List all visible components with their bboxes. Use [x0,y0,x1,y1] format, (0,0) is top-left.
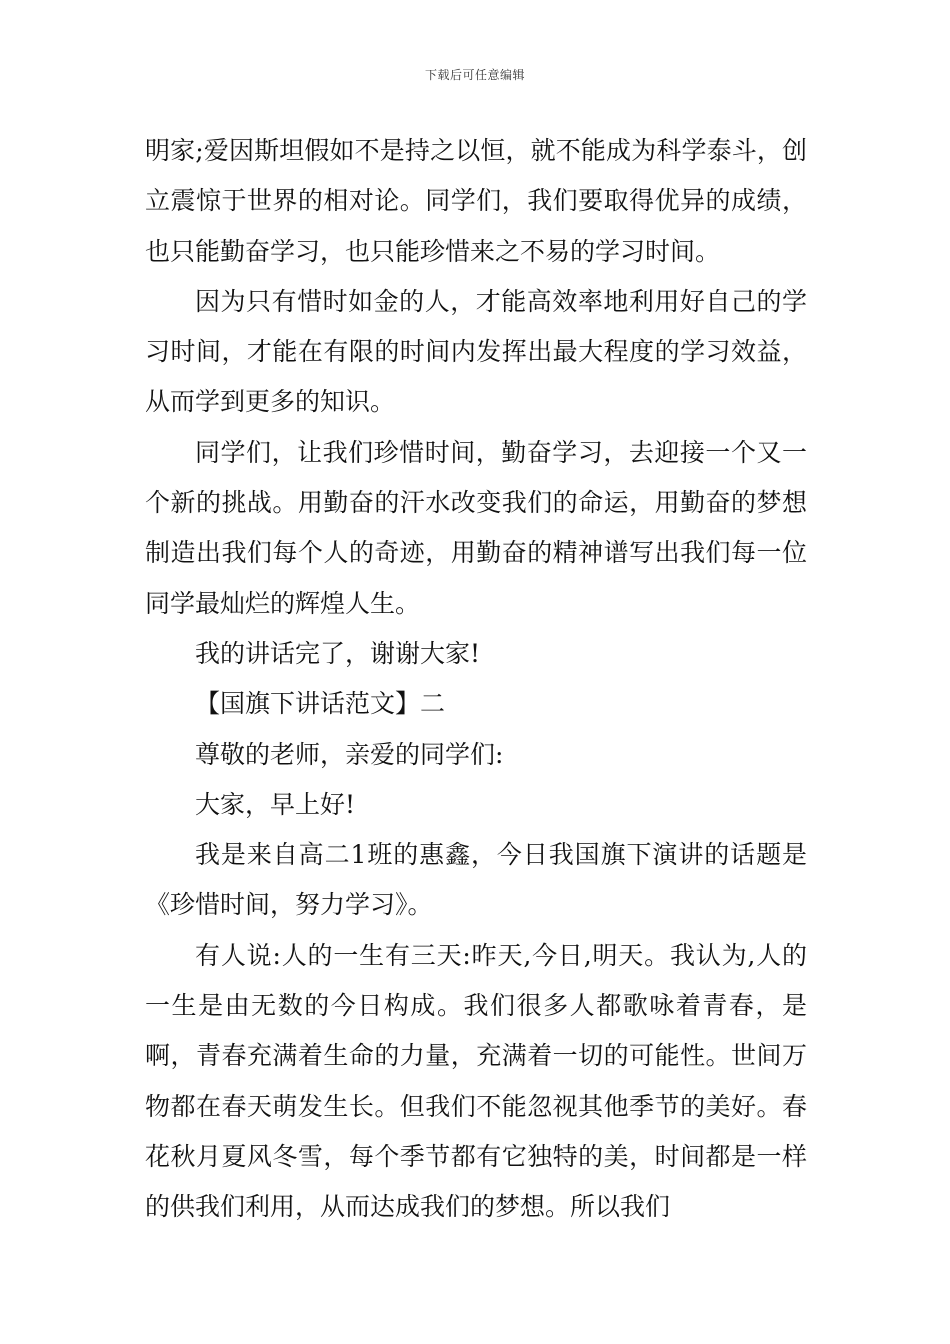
paragraph-8: 我是来自高二1班的惠鑫，今日我国旗下演讲的话题是《珍惜时间，努力学习》。 [145,840,807,920]
paragraph-3: 同学们，让我们珍惜时间，勤奋学习，去迎接一个又一个新的挑战。用勤奋的汗水改变我们的命运，用勤奋的梦想制造出我们每个人的奇迹，用勤奋的精神谱写出我们每一位同学最灿烂的辉煌人生。 [145,437,807,618]
page-header: 下载后可任意编辑 [424,68,525,82]
paragraph-2: 因为只有惜时如金的人，才能高效率地利用好自己的学习时间，才能在有限的时间内发挥出最大程度的学习效益，从而学到更多的知识。 [145,286,807,417]
paragraph-1: 明家;爱因斯坦假如不是持之以恒，就不能成为科学泰斗，创立震惊于世界的相对论。同学们，我们要取得优异的成绩，也只能勤奋学习，也只能珍惜来之不易的学习时间。 [145,136,807,266]
paragraph-4: 我的讲话完了，谢谢大家! [195,638,481,668]
paragraph-9: 有人说:人的一生有三天:昨天,今日,明天。我认为,人的一生是由无数的今日构成。我们很多人都歌咏着青春，是啊，青春充满着生命的力量，充满着一切的可能性。世间万物都在春天萌发生长。但我们不能忽视其他季节的美好。春花秋月夏风冬雪，每个季节都有它独特的美，时间都是一样的供我们利用，从而达成我们的梦想。所以我们 [145,940,807,1222]
document-body [145,126,807,1233]
greeting: 大家，早上好! [195,789,356,819]
section-heading: 【国旗下讲话范文】二 [195,689,446,719]
salutation: 尊敬的老师，亲爱的同学们: [195,739,504,769]
